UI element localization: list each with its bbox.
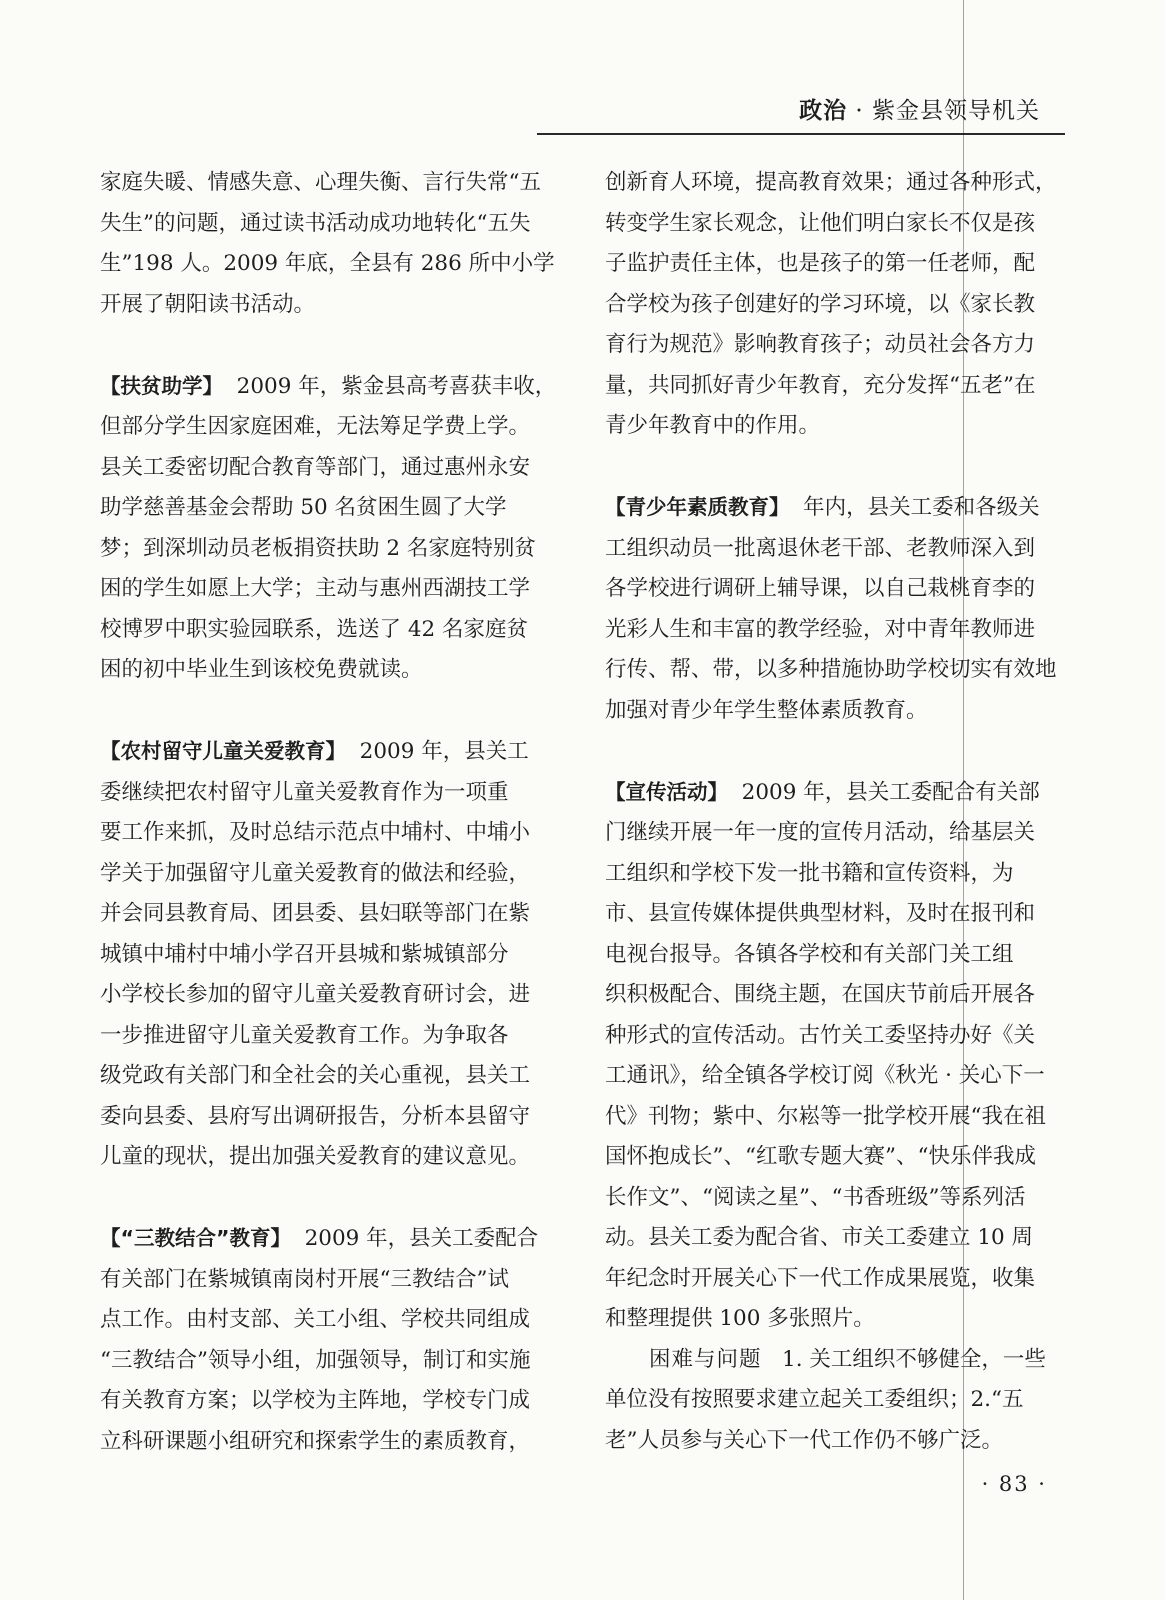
text-line: 国怀抱成长”、“红歌专题大赛”、“快乐伴我成 [605,1144,1036,1169]
text-line: 家庭失暖、情感失意、心理失衡、言行失常“五 [100,170,541,195]
text-line: 立科研课题小组研究和探索学生的素质教育， [100,1428,531,1454]
text-line: 转变学生家长观念，让他们明白家长不仅是孩 [605,210,1036,236]
right-column [605,163,1057,1461]
section-heading: 【扶贫助学】 [100,373,223,398]
text-line: 困的初中毕业生到该校免费就读。 [100,657,423,682]
text-line: 织积极配合、围绕主题，在国庆节前后开展各 [605,982,1036,1007]
text-line: 工组织和学校下发一批书籍和宣传资料，为 [605,860,1014,886]
text-line: 子监护责任主体，也是孩子的第一任老师，配 [605,251,1036,276]
text-line: 市、县宣传媒体提供典型材料，及时在报刊和 [605,901,1036,926]
text-line: 生”198 人。2009 年底，全县有 286 所中小学 [100,251,555,276]
text-line: 失生”的问题，通过读书活动成功地转化“五失 [100,210,531,236]
paragraph-publicity [605,772,1057,1340]
text-line: 助学慈善基金会帮助 50 名贫困生圆了大学 [100,495,507,520]
paragraph-three-education [100,1218,552,1462]
header-rule [537,133,1065,135]
text-line: 工通讯》，给全镇各学校订阅《秋光 · 关心下一 [605,1063,1045,1088]
text-line: 光彩人生和丰富的教学经验，对中青年教师进 [605,616,1036,642]
text-line: 有关部门在紫城镇南岗村开展“三教结合”试 [100,1266,509,1292]
text-line: 加强对青少年学生整体素质教育。 [605,697,928,723]
text-line: 电视台报导。各镇各学校和有关部门关工组 [605,941,1014,967]
running-header [799,92,1040,125]
text-line: 小学校长参加的留守儿童关爱教育研讨会，进 [100,982,531,1007]
text-line: 学关于加强留守儿童关爱教育的做法和经验， [100,860,531,886]
paragraph-difficulties [605,1340,1057,1462]
text-line: 点工作。由村支部、关工小组、学校共同组成 [100,1307,531,1332]
section-heading: 【农村留守儿童关爱教育】 [100,739,346,763]
page-number: · 83 · [981,1472,1047,1496]
text-line: 育行为规范》影响教育孩子；动员社会各方力 [605,332,1036,357]
text-line: 长作文”、“阅读之星”、“书香班级”等系列活 [605,1184,1026,1210]
text-line: 2009 年，县关工 [359,739,529,764]
text-line: 门继续开展一年一度的宣传月活动，给基层关 [605,820,1036,845]
section-heading: 【青少年素质教育】 [605,495,790,519]
text-line: 但部分学生因家庭困难，无法筹足学费上学。 [100,414,531,439]
paragraph-reading-continued [100,163,555,325]
header-separator: · [855,98,864,124]
text-line: 困的学生如愿上大学；主动与惠州西湖技工学 [100,576,531,601]
text-line: 一步推进留守儿童关爱教育工作。为争取各 [100,1022,509,1048]
text-line: 要工作来抓，及时总结示范点中埔村、中埔小 [100,820,531,845]
text-line: 梦；到深圳动员老板捐资扶助 2 名家庭特别贫 [100,535,536,561]
text-line: 委继续把农村留守儿童关爱教育作为一项重 [100,779,509,805]
text-line: 种形式的宣传活动。古竹关工委坚持办好《关 [605,1022,1036,1048]
text-line: 并会同县教育局、团县委、县妇联等部门在紫 [100,901,531,926]
text-line: 老”人员参与关心下一代工作仍不够广泛。 [605,1427,1003,1453]
text-line: “三教结合”领导小组，加强领导，制订和实施 [100,1347,531,1373]
paragraph-left-behind-children [100,731,552,1178]
paragraph-youth-quality-education [605,487,1057,731]
text-line: 2009 年，县关工委配合有关部 [741,779,1040,805]
paragraph-poverty-aid [100,366,557,691]
text-line: 年内，县关工委和各级关 [803,495,1040,520]
header-section: 政治 [799,97,848,124]
text-line: 量，共同抓好青少年教育，充分发挥“五老”在 [605,372,1036,398]
text-line: 校博罗中职实验园联系，选送了 42 名家庭贫 [100,616,529,642]
text-line: 开展了朝阳读书活动。 [100,291,316,317]
difficulties-lead: 困难与问题 [649,1346,762,1372]
text-line: 创新育人环境，提高教育效果；通过各种形式， [605,170,1057,195]
text-line: 县关工委密切配合教育等部门，通过惠州永安 [100,454,531,480]
text-line: 年纪念时开展关心下一代工作成果展览，收集 [605,1265,1036,1291]
text-line: 1. 关工组织不够健全，一些 [782,1346,1046,1372]
text-line: 合学校为孩子创建好的学习环境，以《家长教 [605,291,1036,317]
text-line: 2009 年，县关工委配合 [304,1226,539,1251]
section-heading: 【宣传活动】 [605,779,728,804]
paragraph-three-education-continued [605,163,1057,447]
text-line: 儿童的现状，提出加强关爱教育的建议意见。 [100,1144,531,1169]
text-line: 青少年教育中的作用。 [605,413,821,438]
text-line: 行传、帮、带，以多种措施协助学校切实有效地 [605,657,1057,682]
text-line: 委向县委、县府写出调研报告，分析本县留守 [100,1103,531,1129]
text-line: 单位没有按照要求建立起关工委组织；2.“五 [605,1387,1024,1412]
text-line: 工组织动员一批离退休老干部、老教师深入到 [605,535,1036,561]
text-line: 2009 年，紫金县高考喜获丰收， [236,373,557,399]
text-line: 代》刊物；紫中、尔崧等一批学校开展“我在祖 [605,1103,1046,1129]
header-subsection: 紫金县领导机关 [872,98,1040,124]
text-line: 级党政有关部门和全社会的关心重视，县关工 [100,1063,531,1088]
text-line: 动。县关工委为配合省、市关工委建立 10 周 [605,1225,1034,1250]
text-line: 有关教育方案；以学校为主阵地，学校专门成 [100,1388,531,1413]
text-line: 各学校进行调研上辅导课，以自己栽桃育李的 [605,576,1036,601]
left-column [100,163,557,1462]
text-line: 城镇中埔村中埔小学召开县城和紫城镇部分 [100,941,509,967]
text-line: 和整理提供 100 多张照片。 [605,1306,875,1331]
section-heading: 【“三教结合”教育】 [100,1226,291,1250]
